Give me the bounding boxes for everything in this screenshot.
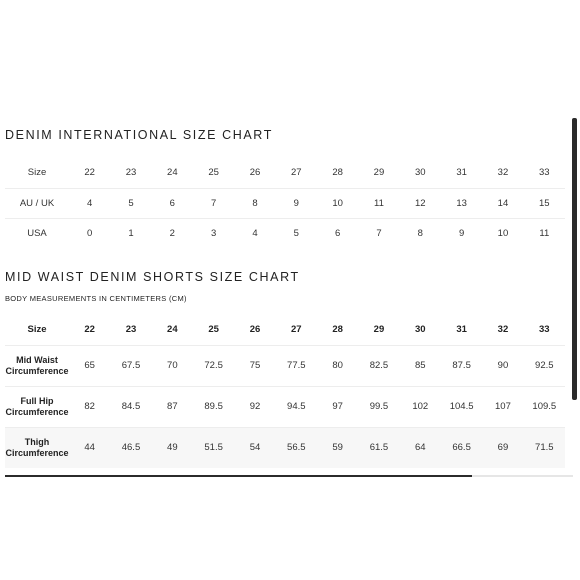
table-cell: 65	[69, 345, 110, 386]
header-cell: 29	[373, 323, 385, 335]
table-cell: 64	[400, 427, 441, 468]
table-cell: 25	[208, 167, 219, 179]
header-cell: 28	[332, 323, 343, 335]
table-row	[5, 427, 565, 468]
header-cell: 22	[84, 323, 95, 335]
row-label-line: Circumference	[5, 406, 69, 417]
header-cell: 23	[125, 323, 137, 335]
table-cell: 5	[276, 218, 317, 248]
table-cell: 44	[69, 427, 110, 468]
table-cell: 28	[332, 167, 343, 179]
row-label-line: Circumference	[5, 447, 69, 458]
table-cell: 104.5	[441, 386, 482, 427]
row-label	[5, 345, 69, 386]
table-cell: 90	[482, 345, 523, 386]
shorts-size-chart-title: MID WAIST DENIM SHORTS SIZE CHART	[5, 270, 300, 284]
horizontal-scrollbar-thumb[interactable]	[5, 475, 472, 477]
table-cell: 107	[482, 386, 523, 427]
table-cell: 61.5	[358, 427, 399, 468]
table-cell: 9	[441, 218, 482, 248]
table-cell: 23	[125, 167, 137, 179]
vertical-scrollbar-thumb[interactable]	[572, 118, 577, 400]
table-cell: 66.5	[441, 427, 482, 468]
table-cell: 33	[539, 167, 550, 179]
row-label-line: Circumference	[5, 365, 69, 376]
table-cell: 4	[69, 188, 110, 218]
table-cell: 2	[152, 218, 193, 248]
table-cell: 6	[152, 188, 193, 218]
header-cell: 24	[167, 323, 178, 335]
table-cell: 85	[400, 345, 441, 386]
table-cell: 99.5	[358, 386, 399, 427]
table-cell: 89.5	[193, 386, 234, 427]
table-cell: 3	[193, 218, 234, 248]
table-cell: 5	[110, 188, 151, 218]
row-label: Size	[27, 167, 47, 179]
table-cell: 15	[524, 188, 565, 218]
row-label-line: Full Hip	[20, 395, 54, 406]
table-cell: 11	[524, 218, 565, 248]
table-cell: 69	[482, 427, 523, 468]
header-cell: 26	[249, 323, 261, 335]
table-cell: 67.5	[110, 345, 151, 386]
table-cell: 30	[415, 167, 426, 179]
header-cell: 27	[291, 323, 302, 335]
table-row	[5, 158, 565, 188]
row-label-line: Mid Waist	[16, 354, 58, 365]
table-cell: 82	[69, 386, 110, 427]
table-cell: 12	[400, 188, 441, 218]
table-cell: 82.5	[358, 345, 399, 386]
table-cell: 46.5	[110, 427, 151, 468]
table-cell: 102	[400, 386, 441, 427]
international-size-table	[5, 158, 565, 248]
table-cell: 4	[234, 218, 275, 248]
measurement-units-subtitle: BODY MEASUREMENTS IN CENTIMETERS (CM)	[5, 294, 187, 303]
table-cell: 51.5	[193, 427, 234, 468]
table-cell: 6	[317, 218, 358, 248]
table-cell: 94.5	[276, 386, 317, 427]
table-cell: 109.5	[524, 386, 565, 427]
table-cell: 97	[317, 386, 358, 427]
table-cell: 29	[373, 167, 385, 179]
row-label: Size	[27, 323, 47, 335]
table-cell: 8	[400, 218, 441, 248]
table-cell: 92	[234, 386, 275, 427]
table-cell: 10	[482, 218, 523, 248]
table-cell: 1	[110, 218, 151, 248]
header-cell: 33	[539, 323, 550, 335]
table-row	[5, 386, 565, 427]
table-cell: 24	[167, 167, 178, 179]
header-cell: 31	[456, 323, 467, 335]
table-cell: 87.5	[441, 345, 482, 386]
table-cell: 7	[193, 188, 234, 218]
table-header-row	[5, 314, 565, 345]
row-label	[5, 427, 69, 468]
row-label	[5, 386, 69, 427]
table-cell: 11	[358, 188, 399, 218]
row-label: USA	[5, 218, 69, 248]
table-cell: 7	[358, 218, 399, 248]
header-cell: 32	[497, 323, 509, 335]
table-cell: 56.5	[276, 427, 317, 468]
table-row	[5, 188, 565, 218]
table-cell: 13	[441, 188, 482, 218]
header-cell: 30	[415, 323, 426, 335]
table-cell: 77.5	[276, 345, 317, 386]
table-cell: 31	[456, 167, 467, 179]
table-cell: 71.5	[524, 427, 565, 468]
table-cell: 22	[84, 167, 95, 179]
table-cell: 80	[317, 345, 358, 386]
table-cell: 70	[152, 345, 193, 386]
table-cell: 8	[234, 188, 275, 218]
table-cell: 92.5	[524, 345, 565, 386]
row-label: AU / UK	[5, 188, 69, 218]
header-cell: 25	[208, 323, 219, 335]
table-cell: 87	[152, 386, 193, 427]
international-size-chart-title: DENIM INTERNATIONAL SIZE CHART	[5, 128, 273, 142]
table-cell: 0	[69, 218, 110, 248]
table-cell: 75	[234, 345, 275, 386]
table-cell: 14	[482, 188, 523, 218]
shorts-measurement-table	[5, 314, 565, 468]
table-cell: 84.5	[110, 386, 151, 427]
table-cell: 26	[249, 167, 261, 179]
table-cell: 49	[152, 427, 193, 468]
table-row	[5, 218, 565, 248]
table-cell: 27	[291, 167, 302, 179]
table-cell: 54	[234, 427, 275, 468]
table-cell: 9	[276, 188, 317, 218]
table-cell: 10	[317, 188, 358, 218]
table-cell: 72.5	[193, 345, 234, 386]
table-cell: 32	[497, 167, 509, 179]
table-row	[5, 345, 565, 386]
row-label-line: Thigh	[24, 436, 50, 447]
table-cell: 59	[317, 427, 358, 468]
